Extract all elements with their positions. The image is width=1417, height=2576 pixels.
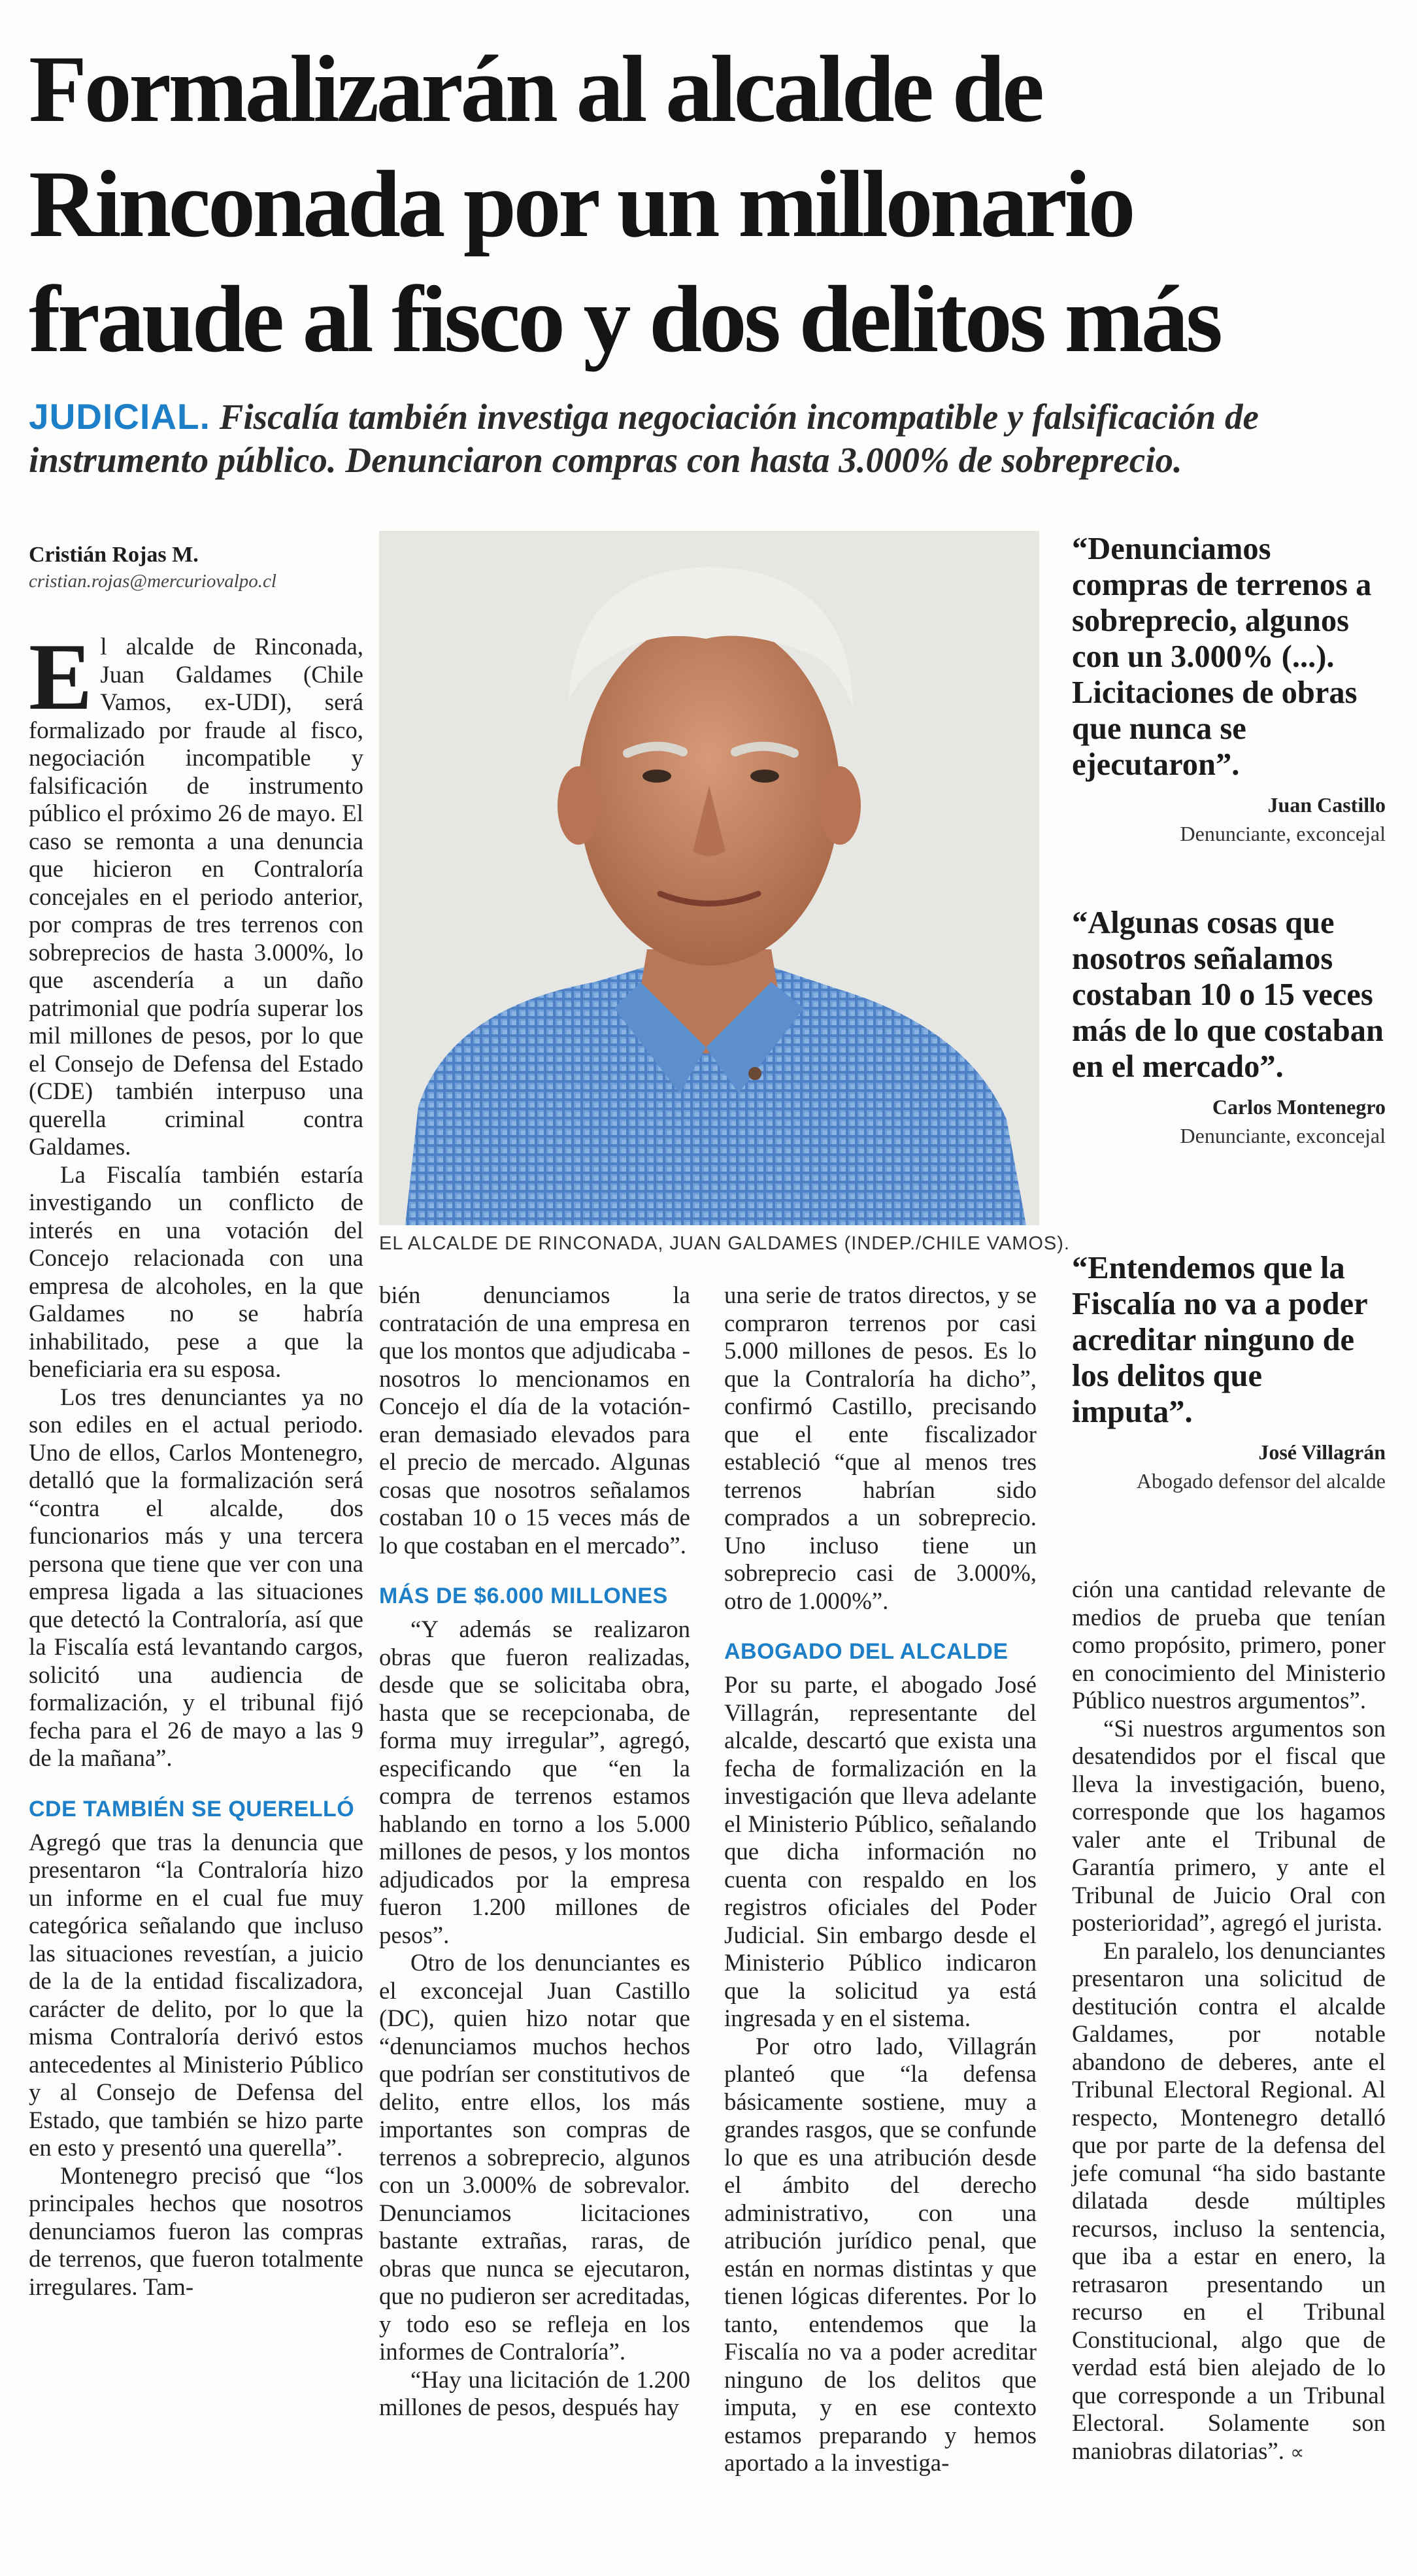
article-column-1 (29, 624, 363, 2301)
portrait-illustration (379, 531, 1039, 1225)
quote-author: José Villagrán (1258, 1440, 1386, 1464)
paragraph: ción una cantidad relevante de medios de prueba que tenían como propósito, primero, poner en conocimiento del Ministerio Público nuestros argumentos”. (1072, 1576, 1386, 1714)
paragraph: “Si nuestros argumentos son desatendidos por el fiscal que lleva la investigación, bueno, corresponde que los hagamos valer ante el Tribunal de Garantía primero, y ante el Tribunal de Juicio Oral con posterioridad”, agregó el jurista. (1072, 1714, 1386, 1936)
quote-text: “Entendemos que la Fiscalía no va a poder acreditar ninguno de los delitos que imputa”. (1072, 1251, 1367, 1429)
paragraph: En paralelo, los denunciantes presentaron una solicitud de destitución contra el alcalde Galdames, por notable abandono de deberes, ante el Tribunal Electoral Regional. Al respecto, Montenegro detalló que por parte de la defensa del jefe comunal “ha sido bastante dilatada desde múltiples recursos, incluso la sentencia, que iba a estar en enero, la retrasaron presentando un recurso en el Tribunal Constitucional, algo que de verdad está bien alejado de lo que corresponde a un Tribunal Electoral. Solamente son maniobras dilatorias”. ∝ (1072, 1937, 1386, 2464)
photo-mayor (379, 531, 1039, 1225)
pull-quote-castillo (1072, 531, 1386, 848)
subheading-millones: MÁS DE $6.000 MILLONES (379, 1584, 668, 1608)
subheading-abogado: ABOGADO DEL ALCALDE (724, 1639, 1009, 1664)
author-name: Cristián Rojas M. (29, 543, 199, 567)
headline-line-1: Formalizarán al alcalde de (29, 36, 1042, 142)
headline-line-3: fraude al fisco y dos delitos más (29, 266, 1220, 372)
paragraph: Por otro lado, Villagrán planteó que “la defensa básicamente sostiene, muy a grandes rasgos, que se confunde lo que es una atribución desde el ámbito del derecho administrativo, con una atribución jurídico penal, que están en normas distintas y que tienen lógicas diferentes. Por lo tanto, entendemos que la Fiscalía no va a poder acreditar ninguno de los delitos que imputa, y en ese contexto estamos preparando y hemos aportado a la investiga- (724, 2032, 1037, 2476)
section-tag: JUDICIAL. (29, 396, 210, 437)
paragraph: Montenegro precisó que “los principales hechos que nosotros denunciamos fueron las compras de terrenos, que fueron totalmente irregulares. Tam- (29, 2161, 363, 2300)
drop-cap: E (29, 624, 93, 730)
paragraph: Agregó que tras la denuncia que presentaron “la Contraloría hizo un informe en el cual fue muy categórica señalando que incluso las situaciones revestían, a juicio de la de la entidad fiscalizadora, carácter de delito, por lo que la misma Contraloría derivó estos antecedentes al Ministerio Público y al Consejo de Defensa del Estado, que también se hizo parte en esto y presentó una querella”. (29, 1828, 363, 2161)
quote-author: Carlos Montenegro (1212, 1095, 1386, 1119)
pull-quote-montenegro (1072, 905, 1386, 1150)
paragraph: Otro de los denunciantes es el exconcejal Juan Castillo (DC), quien hizo notar que “denunciamos muchos hechos que podrían ser constitutivos de delito, entre ellos, los más importantes son compras de terrenos a sobreprecio, algunos con un 3.000% de sobrevalor. Denunciamos licitaciones bastante extrañas, raras, de obras que nunca se ejecutaron, que no pudieron ser acreditadas, y todo eso se refleja en los informes de Contraloría”. (379, 1949, 690, 2365)
headline-line-2: Rinconada por un millonario (29, 151, 1133, 257)
paragraph: Los tres denunciantes ya no son ediles en el actual periodo. Uno de ellos, Carlos Montenegro, detalló que la formalización será “contra el alcalde, dos funcionarios más y una tercera persona que tiene que ver con una empresa ligada a las situaciones que detectó la Contraloría, así que la Fiscalía está levantando cargos, solicitó una audiencia de formalización, y el tribunal fijó fecha para el 26 de mayo a las 9 de la mañana”. (29, 1383, 363, 1771)
paragraph: “Y además se realizaron obras que fueron realizadas, desde que se solicitaba obra, hasta que se recepcionaba, de forma muy irregular”, agregó, especificando que “en la compra de terrenos estamos hablando en torno a los 5.000 millones de pesos, y los montos adjudicados por la empresa fueron 1.200 millones de pesos”. (379, 1616, 690, 1948)
quote-text: “Algunas cosas que nosotros señalamos costaban 10 o 15 veces más de lo que costaban en el mercado”. (1072, 906, 1384, 1084)
photo-caption: EL ALCALDE DE RINCONADA, JUAN GALDAMES (INDEP./CHILE VAMOS). (379, 1233, 1070, 1254)
byline (29, 541, 362, 594)
deck (29, 395, 1395, 482)
end-mark-icon: ∝ (1290, 2441, 1305, 2464)
quote-role: Abogado defensor del alcalde (1136, 1469, 1386, 1493)
quote-author: Juan Castillo (1267, 793, 1386, 817)
pull-quote-villagran (1072, 1250, 1386, 1495)
paragraph: “Hay una licitación de 1.200 millones de pesos, después hay (379, 2365, 690, 2420)
paragraph: bién denunciamos la contratación de una empresa en que los montos que adjudicaba -nosotros lo mencionamos en Concejo el día de la votación- eran demasiado elevados para el precio de mercado. Algunas cosas que nosotros señalamos costaban 10 o 15 veces más de lo que costaban en el mercado”. (379, 1281, 690, 1559)
paragraph: La Fiscalía también estaría investigando un conflicto de interés en una votación del Concejo relacionada con una empresa de alcoholes, en la que Galdames no se habría inhabilitado, pese a que la beneficiaria era su esposa. (29, 1161, 363, 1382)
quote-role: Denunciante, exconcejal (1180, 1124, 1386, 1147)
paragraph: El alcalde de Rinconada, Juan Galdames (Chile Vamos, ex-UDI), será formalizado por fraude al fisco, negociación incompatible y falsificación de instrumento público el próximo 26 de mayo. El caso se remonta a una denuncia que hicieron en Contraloría concejales en el periodo anterior, por compras de tres terrenos con sobreprecios de hasta 3.000%, lo que ascendería a un daño patrimonial que podría superar los mil millones de pesos, por lo que el Consejo de Defensa del Estado (CDE) también interpuso una querella criminal contra Galdames. (29, 624, 363, 1160)
paragraph: Por su parte, el abogado José Villagrán, representante del alcalde, descartó que exista una fecha de formalización en la investigación que lleva adelante el Ministerio Público, señalando que dicha información no cuenta con respaldo en los registros oficiales del Poder Judicial. Sin embargo desde el Ministerio Público indicaron que la solicitud ya está ingresada y en el sistema. (724, 1671, 1037, 2031)
article-column-2 (379, 1281, 690, 2422)
article-column-4 (1072, 1576, 1386, 2467)
article-column-3 (724, 1281, 1037, 2477)
subheading-cde: CDE TAMBIÉN SE QUERELLÓ (29, 1796, 355, 1822)
headline (29, 31, 1395, 377)
author-email: cristian.rojas@mercuriovalpo.cl (29, 571, 276, 592)
deck-text: Fiscalía también investiga negociación incompatible y falsificación de instrumento público. Denunciaron compras con hasta 3.000% de sobreprecio. (29, 397, 1259, 480)
paragraph: una serie de tratos directos, y se compraron terrenos por casi 5.000 millones de pesos. Es lo que la Contraloría ha dicho”, confirmó Castillo, precisando que el ente fiscalizador estableció “que al menos tres terrenos habrían sido comprados a un sobreprecio. Uno incluso tiene un sobreprecio casi de 3.000%, otro de 1.000%”. (724, 1281, 1037, 1614)
quote-text: “Denunciamos compras de terrenos a sobreprecio, algunos con un 3.000% (...). Licitaciones de obras que nunca se ejecutaron”. (1072, 532, 1372, 782)
quote-role: Denunciante, exconcejal (1180, 822, 1386, 845)
